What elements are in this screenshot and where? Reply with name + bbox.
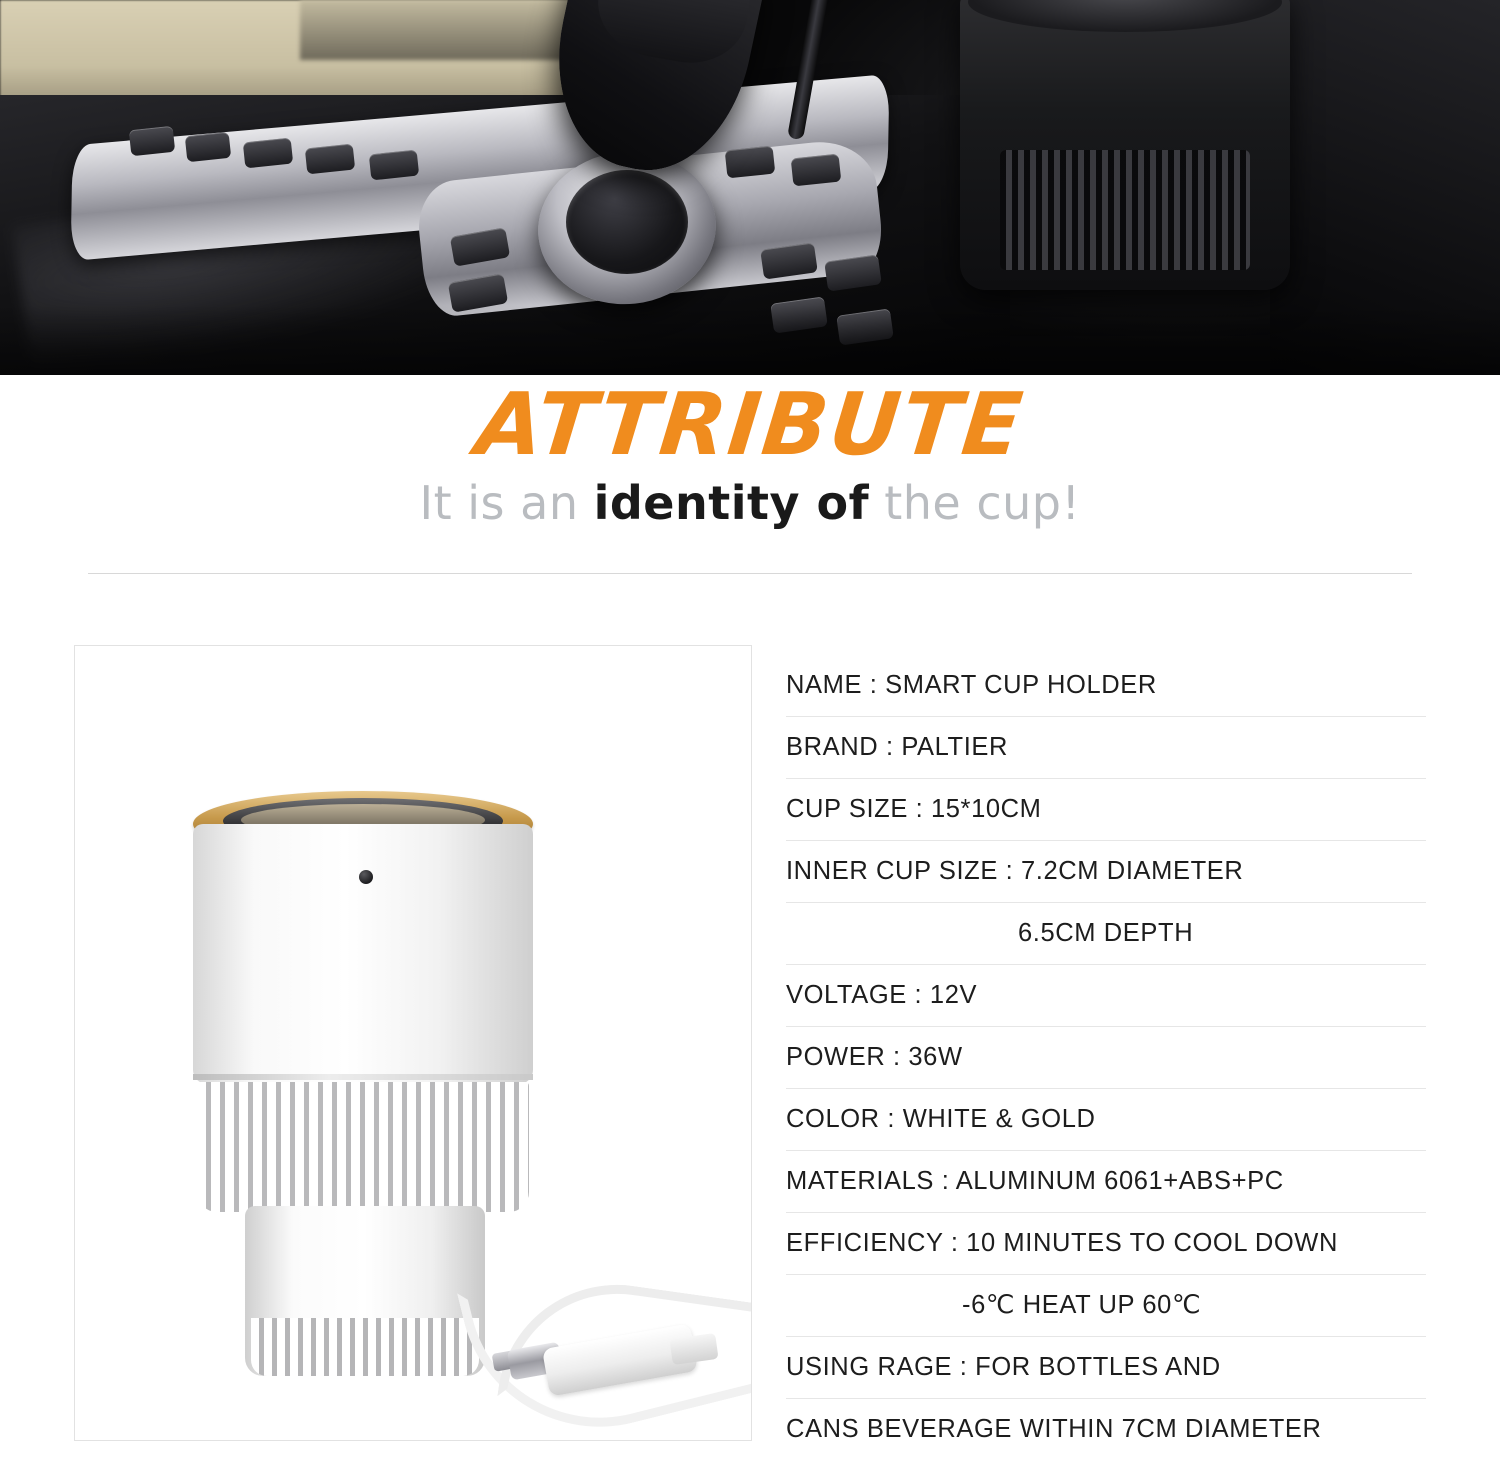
spec-row-efficiency-detail: -6℃ HEAT UP 60℃: [786, 1275, 1426, 1337]
spec-row-efficiency: EFFICIENCY : 10 MINUTES TO COOL DOWN: [786, 1213, 1426, 1275]
console-control-knob-center: [566, 170, 688, 274]
console-button-5: [369, 150, 419, 181]
spec-row-color: COLOR : WHITE & GOLD: [786, 1089, 1426, 1151]
subtitle-part-3: the cup: [869, 476, 1062, 531]
spec-row-cup-size: CUP SIZE : 15*10CM: [786, 779, 1426, 841]
spec-row-brand: BRAND : PALTIER: [786, 717, 1426, 779]
product-vent-band: [197, 1082, 529, 1212]
spec-row-inner-cup-size: INNER CUP SIZE : 7.2CM DIAMETER: [786, 841, 1426, 903]
subtitle: [0, 478, 1500, 529]
product-base-vents: [251, 1318, 479, 1376]
product-image-panel: [74, 645, 752, 1441]
product-body-seam: [193, 1074, 533, 1080]
section-divider: [88, 573, 1412, 574]
console-button-2: [185, 132, 231, 162]
console-button-6: [725, 146, 776, 179]
headline-section: [0, 375, 1500, 531]
spec-row-power: POWER : 36W: [786, 1027, 1426, 1089]
banner-bottom-shadow: [0, 305, 1500, 375]
console-button-3: [243, 138, 293, 169]
spec-row-voltage: VOLTAGE : 12V: [786, 965, 1426, 1027]
hero-photo-banner: [0, 0, 1500, 375]
console-button-4: [305, 144, 355, 175]
product-upper-body: [193, 824, 533, 1084]
spec-row-using-range: USING RAGE : FOR BOTTLES AND: [786, 1337, 1426, 1399]
specification-list: [786, 655, 1426, 1460]
page-title: ATTRIBUTE: [471, 375, 1029, 475]
spec-row-inner-cup-depth: 6.5CM DEPTH: [786, 903, 1426, 965]
console-button-7: [791, 154, 842, 187]
spec-row-using-range-detail: CANS BEVERAGE WITHIN 7CM DIAMETER: [786, 1415, 1322, 1443]
subtitle-part-2: identity of: [593, 476, 870, 531]
subtitle-part-4: !: [1061, 476, 1081, 531]
smart-cup-holder-vents: [1000, 150, 1250, 270]
product-indicator-led: [359, 870, 373, 884]
console-button-1: [129, 126, 175, 156]
spec-row-name: NAME : SMART CUP HOLDER: [786, 655, 1426, 717]
subtitle-part-1: It is an: [419, 476, 594, 531]
spec-row-materials: MATERIALS : ALUMINUM 6061+ABS+PC: [786, 1151, 1426, 1213]
